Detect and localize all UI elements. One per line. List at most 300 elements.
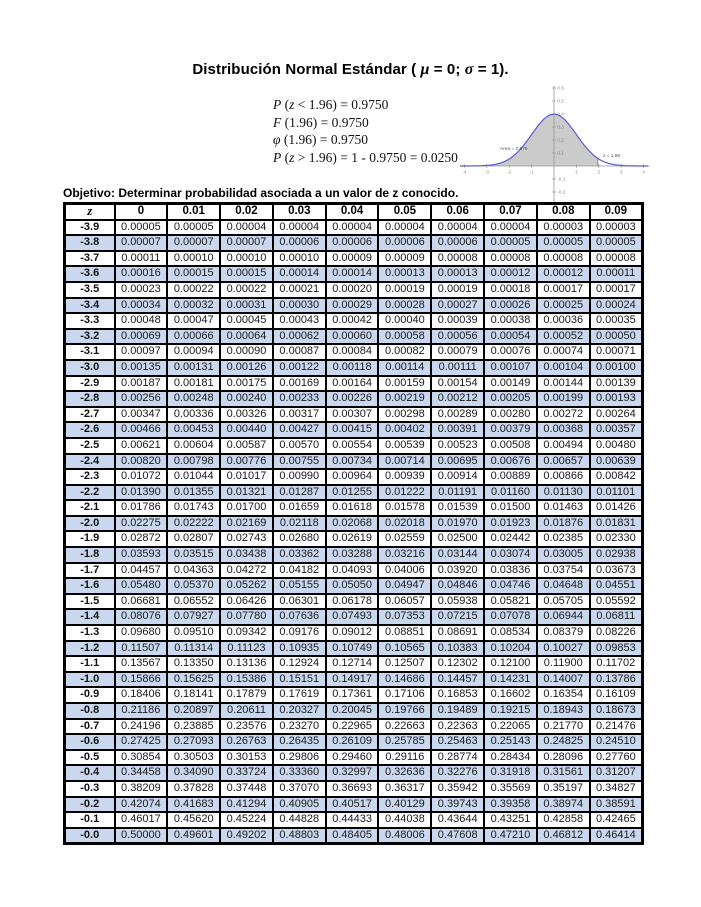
probability-cell: 0.02680 [273,531,326,547]
probability-cell: 0.00029 [326,298,379,314]
probability-cell: 0.00379 [484,422,537,438]
probability-cell: 0.00657 [537,454,590,470]
probability-cell: 0.00007 [167,235,220,251]
probability-cell: 0.11900 [537,656,590,672]
row-label-z: -1.7 [65,563,115,579]
probability-cell: 0.12924 [273,656,326,672]
table-row [65,828,643,844]
probability-cell: 0.05262 [220,578,273,594]
column-header-z: z [65,204,115,220]
math-var: z [289,149,295,165]
table-row [65,485,643,501]
probability-cell: 0.00866 [537,469,590,485]
probability-cell: 0.00008 [484,251,537,267]
probability-cell: 0.03438 [220,547,273,563]
probability-cell: 0.01355 [167,485,220,501]
table-row [65,797,643,813]
probability-cell: 0.14007 [537,672,590,688]
probability-cell: 0.03593 [115,547,168,563]
table-row [65,391,643,407]
probability-cell: 0.03754 [537,563,590,579]
probability-cell: 0.00256 [115,391,168,407]
row-label-z: -2.8 [65,391,115,407]
table-row [65,531,643,547]
probability-cell: 0.01618 [326,500,379,516]
probability-cell: 0.01659 [273,500,326,516]
probability-cell: 0.04457 [115,563,168,579]
x-tick-label: 4 [642,170,645,176]
probability-cell: 0.01970 [431,516,484,532]
row-label-z: -3.4 [65,298,115,314]
probability-cell: 0.00010 [167,251,220,267]
probability-cell: 0.03216 [378,547,431,563]
probability-cell: 0.03288 [326,547,379,563]
probability-cell: 0.00017 [590,282,643,298]
area-annotation: Area = 0.975 [500,147,528,152]
probability-cell: 0.00889 [484,469,537,485]
row-label-z: -0.5 [65,750,115,766]
table-row [65,266,643,282]
table-row [65,609,643,625]
probability-cell: 0.00013 [378,266,431,282]
probability-cell: 0.35569 [484,781,537,797]
probability-cell: 0.01222 [378,485,431,501]
probability-cell: 0.35197 [537,781,590,797]
probability-cell: 0.00008 [537,251,590,267]
probability-cell: 0.19766 [378,703,431,719]
probability-cell: 0.03005 [537,547,590,563]
probability-cell: 0.26109 [326,734,379,750]
row-label-z: -0.2 [65,797,115,813]
y-tick-label: -0.2 [557,190,566,196]
probability-cell: 0.03074 [484,547,537,563]
probability-cell: 0.01287 [273,485,326,501]
probability-cell: 0.18406 [115,687,168,703]
probability-cell: 0.20327 [273,703,326,719]
probability-cell: 0.00020 [326,282,379,298]
probability-cell: 0.02559 [378,531,431,547]
probability-cell: 0.00010 [273,251,326,267]
probability-cell: 0.01160 [484,485,537,501]
probability-cell: 0.00004 [378,220,431,236]
probability-cell: 0.32997 [326,765,379,781]
probability-cell: 0.34090 [167,765,220,781]
probability-cell: 0.00004 [326,220,379,236]
probability-cell: 0.00006 [431,235,484,251]
formula-line [273,149,458,167]
probability-cell: 0.00064 [220,329,273,345]
probability-cell: 0.20611 [220,703,273,719]
probability-cell: 0.00187 [115,376,168,392]
probability-cell: 0.00050 [590,329,643,345]
probability-cell: 0.01255 [326,485,379,501]
probability-cell: 0.00440 [220,422,273,438]
probability-cell: 0.33724 [220,765,273,781]
row-label-z: -0.0 [65,828,115,844]
row-label-z: -1.6 [65,578,115,594]
probability-cell: 0.05370 [167,578,220,594]
table-row [65,360,643,376]
row-label-z: -0.8 [65,703,115,719]
probability-cell: 0.01390 [115,485,168,501]
probability-cell: 0.01321 [220,485,273,501]
table-row [65,625,643,641]
probability-cell: 0.00169 [273,376,326,392]
probability-cell: 0.00042 [326,313,379,329]
probability-cell: 0.12507 [378,656,431,672]
y-tick-label: 0.2 [557,138,564,144]
probability-cell: 0.00016 [115,266,168,282]
column-header: 0.08 [537,204,590,220]
probability-cell: 0.04006 [378,563,431,579]
probability-cell: 0.00048 [115,313,168,329]
probability-cell: 0.09680 [115,625,168,641]
probability-cell: 0.05705 [537,594,590,610]
probability-cell: 0.15866 [115,672,168,688]
probability-cell: 0.00038 [484,313,537,329]
x-tick-label: -3 [484,170,489,176]
probability-cell: 0.10935 [273,641,326,657]
row-label-z: -2.5 [65,438,115,454]
column-header: 0 [115,204,168,220]
probability-cell: 0.00107 [484,360,537,376]
probability-cell: 0.00391 [431,422,484,438]
row-label-z: -3.7 [65,251,115,267]
probability-cell: 0.00149 [484,376,537,392]
probability-cell: 0.42858 [537,812,590,828]
probability-cell: 0.01786 [115,500,168,516]
probability-cell: 0.38209 [115,781,168,797]
x-tick-label: 1 [575,170,578,176]
probability-cell: 0.00676 [484,454,537,470]
row-label-z: -1.0 [65,672,115,688]
row-label-z: -2.1 [65,500,115,516]
probability-cell: 0.00154 [431,376,484,392]
probability-cell: 0.20897 [167,703,220,719]
probability-cell: 0.14231 [484,672,537,688]
row-label-z: -3.5 [65,282,115,298]
probability-cell: 0.16602 [484,687,537,703]
probability-cell: 0.00056 [431,329,484,345]
probability-cell: 0.00025 [537,298,590,314]
probability-cell: 0.02500 [431,531,484,547]
probability-cell: 0.00054 [484,329,537,345]
probability-cell: 0.00368 [537,422,590,438]
probability-cell: 0.10749 [326,641,379,657]
probability-cell: 0.00695 [431,454,484,470]
row-label-z: -3.0 [65,360,115,376]
table-row [65,781,643,797]
probability-cell: 0.02222 [167,516,220,532]
probability-cell: 0.00523 [431,438,484,454]
text-segment: Distribución Normal Estándar ( [192,61,421,78]
probability-cell: 0.00402 [378,422,431,438]
probability-cell: 0.45620 [167,812,220,828]
probability-cell: 0.11314 [167,641,220,657]
y-tick-label: 0.5 [557,99,564,105]
probability-cell: 0.10027 [537,641,590,657]
formula-line [273,131,458,149]
probability-cell: 0.00289 [431,407,484,423]
probability-cell: 0.00071 [590,344,643,360]
probability-cell: 0.43251 [484,812,537,828]
probability-cell: 0.00052 [537,329,590,345]
probability-cell: 0.00212 [431,391,484,407]
probability-cell: 0.08226 [590,625,643,641]
row-label-z: -0.1 [65,812,115,828]
probability-cell: 0.00066 [167,329,220,345]
probability-cell: 0.29460 [326,750,379,766]
probability-cell: 0.01876 [537,516,590,532]
probability-cell: 0.30503 [167,750,220,766]
table-row [65,313,643,329]
probability-cell: 0.01831 [590,516,643,532]
formula-line [273,96,458,114]
probability-cell: 0.01743 [167,500,220,516]
probability-cell: 0.00159 [378,376,431,392]
probability-cell: 0.00298 [378,407,431,423]
probability-cell: 0.00014 [273,266,326,282]
probability-cell: 0.01017 [220,469,273,485]
probability-cell: 0.00006 [273,235,326,251]
text-segment: = 1). [473,61,509,78]
probability-cell: 0.04551 [590,578,643,594]
row-label-z: -3.9 [65,220,115,236]
probability-cell: 0.00019 [378,282,431,298]
probability-cell: 0.18673 [590,703,643,719]
probability-cell: 0.21186 [115,703,168,719]
row-label-z: -1.3 [65,625,115,641]
probability-cell: 0.06944 [537,609,590,625]
probability-cell: 0.00131 [167,360,220,376]
probability-cell: 0.03836 [484,563,537,579]
row-label-z: -1.9 [65,531,115,547]
table-row [65,516,643,532]
probability-cell: 0.00007 [220,235,273,251]
row-label-z: -0.6 [65,734,115,750]
probability-cell: 0.00494 [537,438,590,454]
math-var: P [273,149,282,165]
probability-cell: 0.00415 [326,422,379,438]
probability-cell: 0.42074 [115,797,168,813]
probability-cell: 0.27425 [115,734,168,750]
column-header: 0.09 [590,204,643,220]
probability-cell: 0.44828 [273,812,326,828]
probability-cell: 0.00009 [326,251,379,267]
row-label-z: -1.1 [65,656,115,672]
math-var: φ [273,132,281,147]
probability-cell: 0.02385 [537,531,590,547]
table-row [65,594,643,610]
probability-cell: 0.14686 [378,672,431,688]
probability-cell: 0.09176 [273,625,326,641]
probability-cell: 0.05821 [484,594,537,610]
probability-cell: 0.00097 [115,344,168,360]
probability-cell: 0.04272 [220,563,273,579]
probability-cell: 0.00205 [484,391,537,407]
table-row [65,407,643,423]
probability-cell: 0.48803 [273,828,326,844]
probability-cell: 0.39743 [431,797,484,813]
table-row [65,641,643,657]
probability-cell: 0.03144 [431,547,484,563]
probability-cell: 0.00062 [273,329,326,345]
probability-cell: 0.11702 [590,656,643,672]
probability-cell: 0.16109 [590,687,643,703]
probability-cell: 0.08534 [484,625,537,641]
probability-cell: 0.37448 [220,781,273,797]
table-row [65,438,643,454]
probability-cell: 0.00027 [431,298,484,314]
probability-cell: 0.06057 [378,594,431,610]
math-var: σ [464,61,474,78]
probability-cell: 0.00714 [378,454,431,470]
table-row [65,672,643,688]
probability-cell: 0.00357 [590,422,643,438]
x-tick-label: -4 [462,170,467,176]
probability-cell: 0.00087 [273,344,326,360]
probability-cell: 0.12714 [326,656,379,672]
probability-cell: 0.00039 [431,313,484,329]
probability-cell: 0.00047 [167,313,220,329]
probability-cell: 0.00135 [115,360,168,376]
probability-cell: 0.00798 [167,454,220,470]
probability-cell: 0.00069 [115,329,168,345]
probability-cell: 0.00453 [167,422,220,438]
probability-cell: 0.00144 [537,376,590,392]
probability-cell: 0.25785 [378,734,431,750]
probability-cell: 0.26763 [220,734,273,750]
probability-cell: 0.15386 [220,672,273,688]
probability-cell: 0.00005 [167,220,220,236]
row-label-z: -3.1 [65,344,115,360]
probability-cell: 0.18141 [167,687,220,703]
text-segment: (1.96) = 0.9750 [280,132,368,147]
probability-cell: 0.00193 [590,391,643,407]
probability-cell: 0.00914 [431,469,484,485]
probability-cell: 0.41294 [220,797,273,813]
probability-cell: 0.20045 [326,703,379,719]
table-row [65,500,643,516]
probability-cell: 0.00734 [326,454,379,470]
probability-cell: 0.04093 [326,563,379,579]
probability-cell: 0.00012 [484,266,537,282]
probability-cell: 0.00005 [590,235,643,251]
probability-cell: 0.00755 [273,454,326,470]
probability-cell: 0.00126 [220,360,273,376]
table-header-row [65,204,643,220]
table-row [65,422,643,438]
text-segment: = 0; [429,61,465,78]
probability-cell: 0.00006 [326,235,379,251]
probability-cell: 0.06681 [115,594,168,610]
probability-cell: 0.00233 [273,391,326,407]
probability-cell: 0.00539 [378,438,431,454]
probability-cell: 0.00019 [431,282,484,298]
math-var: z [289,97,295,112]
probability-cell: 0.00023 [115,282,168,298]
probability-cell: 0.00010 [220,251,273,267]
probability-cell: 0.01463 [537,500,590,516]
probability-cell: 0.37070 [273,781,326,797]
x-tick-label: -2 [507,170,512,176]
probability-cell: 0.00084 [326,344,379,360]
table-row [65,703,643,719]
probability-cell: 0.00004 [273,220,326,236]
probability-cell: 0.00118 [326,360,379,376]
probability-cell: 0.00024 [590,298,643,314]
probability-cell: 0.09510 [167,625,220,641]
probability-cell: 0.12100 [484,656,537,672]
probability-cell: 0.41683 [167,797,220,813]
table-row [65,376,643,392]
probability-cell: 0.30153 [220,750,273,766]
probability-cell: 0.00031 [220,298,273,314]
text-segment: ( [281,149,290,165]
probability-cell: 0.01072 [115,469,168,485]
x-tick-label: 2 [597,170,601,176]
probability-cell: 0.00427 [273,422,326,438]
table-row [65,220,643,236]
probability-cell: 0.46812 [537,828,590,844]
probability-cell: 0.00004 [220,220,273,236]
row-label-z: -3.3 [65,313,115,329]
probability-cell: 0.46414 [590,828,643,844]
text-segment: < 1.96) = 0.9750 [294,97,389,112]
row-label-z: -2.9 [65,376,115,392]
x-tick-label: 3 [619,170,623,176]
probability-cell: 0.37828 [167,781,220,797]
probability-cell: 0.00003 [537,220,590,236]
formula-block [273,96,458,166]
row-label-z: -2.0 [65,516,115,532]
probability-cell: 0.00014 [326,266,379,282]
probability-cell: 0.00035 [590,313,643,329]
probability-cell: 0.00776 [220,454,273,470]
probability-cell: 0.05050 [326,578,379,594]
probability-cell: 0.32276 [431,765,484,781]
probability-cell: 0.00028 [378,298,431,314]
probability-cell: 0.00090 [220,344,273,360]
probability-cell: 0.24825 [537,734,590,750]
row-label-z: -1.4 [65,609,115,625]
probability-cell: 0.18943 [537,703,590,719]
probability-cell: 0.27093 [167,734,220,750]
table-row [65,578,643,594]
probability-cell: 0.43644 [431,812,484,828]
probability-cell: 0.00004 [484,220,537,236]
probability-cell: 0.02743 [220,531,273,547]
probability-cell: 0.00175 [220,376,273,392]
probability-cell: 0.06426 [220,594,273,610]
probability-cell: 0.00240 [220,391,273,407]
probability-cell: 0.00226 [326,391,379,407]
z-annotation: z = 1.96 [602,154,621,159]
probability-cell: 0.01578 [378,500,431,516]
probability-cell: 0.07927 [167,609,220,625]
probability-cell: 0.07215 [431,609,484,625]
table-row [65,251,643,267]
probability-cell: 0.28096 [537,750,590,766]
probability-cell: 0.02068 [326,516,379,532]
probability-cell: 0.17619 [273,687,326,703]
probability-cell: 0.00008 [431,251,484,267]
probability-cell: 0.00820 [115,454,168,470]
probability-cell: 0.28434 [484,750,537,766]
probability-cell: 0.30854 [115,750,168,766]
table-row [65,765,643,781]
probability-cell: 0.00004 [431,220,484,236]
